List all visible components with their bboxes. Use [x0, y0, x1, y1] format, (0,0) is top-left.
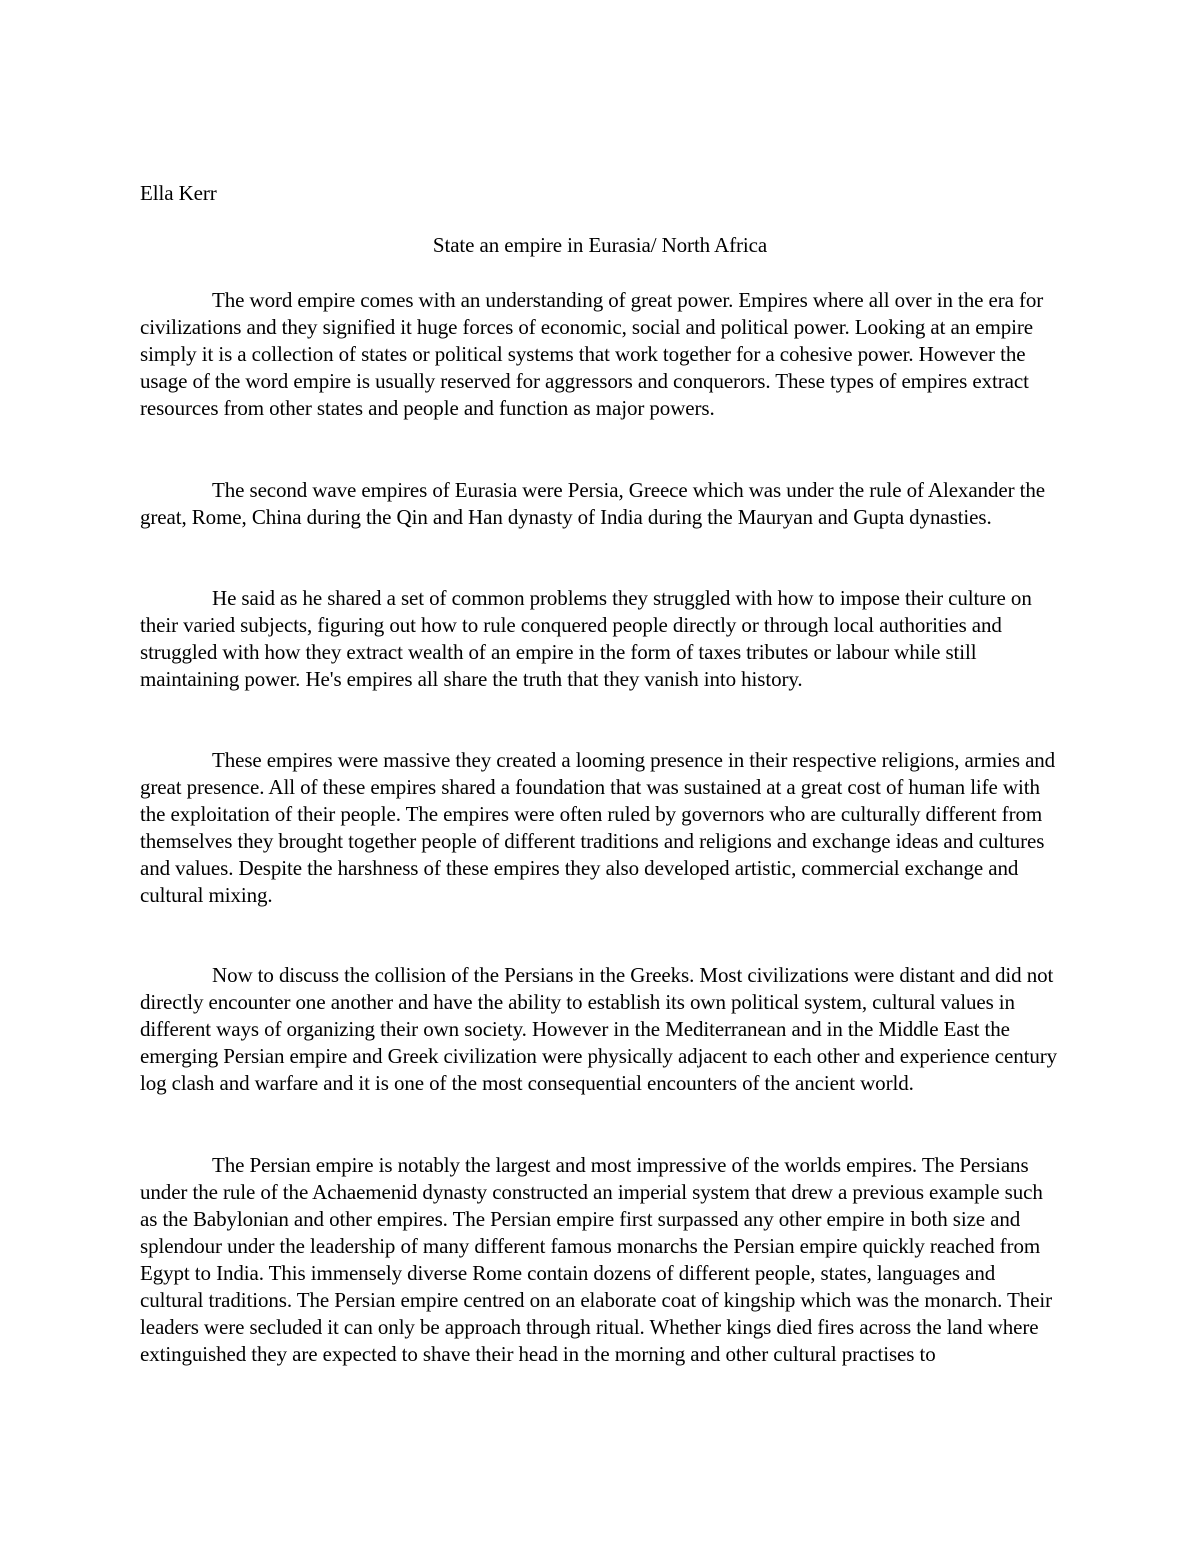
paragraph-4: These empires were massive they created a looming presence in their respective religions, armies and great presence. All of these empires shared a foundation that was sustained at a great cost of human life with the exploitation of their people. The empires were often ruled by governors who are culturally different from themselves they brought together people of different traditions and religions and exchange ideas and cultures and values. Despite the harshness of these empires they also developed artistic, commercial exchange and cultural mixing.: [140, 748, 1056, 907]
paragraph-5: Now to discuss the collision of the Persians in the Greeks. Most civilizations were distant and did not directly encounter one another and have the ability to establish its own political system, cultural values in different ways of organizing their own society. However in the Mediterranean and in the Middle East the emerging Persian empire and Greek civilization were physically adjacent to each other and experience century log clash and warfare and it is one of the most consequential encounters of the ancient world.: [140, 963, 1058, 1095]
document-title: State an empire in Eurasia/ North Africa: [432, 233, 768, 257]
paragraph-1: The word empire comes with an understanding of great power. Empires where all over in the era for civilizations and they signified it huge forces of economic, social and political power. Looking at an empire simply it is a collection of states or political systems that work together for a cohesive power. However the usage of the word empire is usually reserved for aggressors and conquerors. These types of empires extract resources from other states and people and function as major powers.: [140, 288, 1044, 420]
author-name: Ella Kerr: [140, 181, 217, 205]
paragraph-6: The Persian empire is notably the largest and most impressive of the worlds empires. The Persians under the rule of the Achaemenid dynasty constructed an imperial system that drew a previous example such as the Babylonian and other empires. The Persian empire first surpassed any other empire in both size and splendour under the leadership of many different famous monarchs the Persian empire quickly reached from Egypt to India. This immensely diverse Rome contain dozens of different people, states, languages and cultural traditions. The Persian empire centred on an elaborate coat of kingship which was the monarch. Their leaders were secluded it can only be approach through ritual. Whether kings died fires across the land where extinguished they are expected to shave their head in the morning and other cultural practises to: [140, 1153, 1053, 1366]
paragraph-2: The second wave empires of Eurasia were Persia, Greece which was under the rule of Alexander the great, Rome, China during the Qin and Han dynasty of India during the Mauryan and Gupta dynasties.: [140, 478, 1045, 529]
paragraph-3: He said as he shared a set of common problems they struggled with how to impose their culture on their varied subjects, figuring out how to rule conquered people directly or through local authorities and struggled with how they extract wealth of an empire in the form of taxes tributes or labour while still maintaining power. He's empires all share the truth that they vanish into history.: [140, 586, 1032, 691]
